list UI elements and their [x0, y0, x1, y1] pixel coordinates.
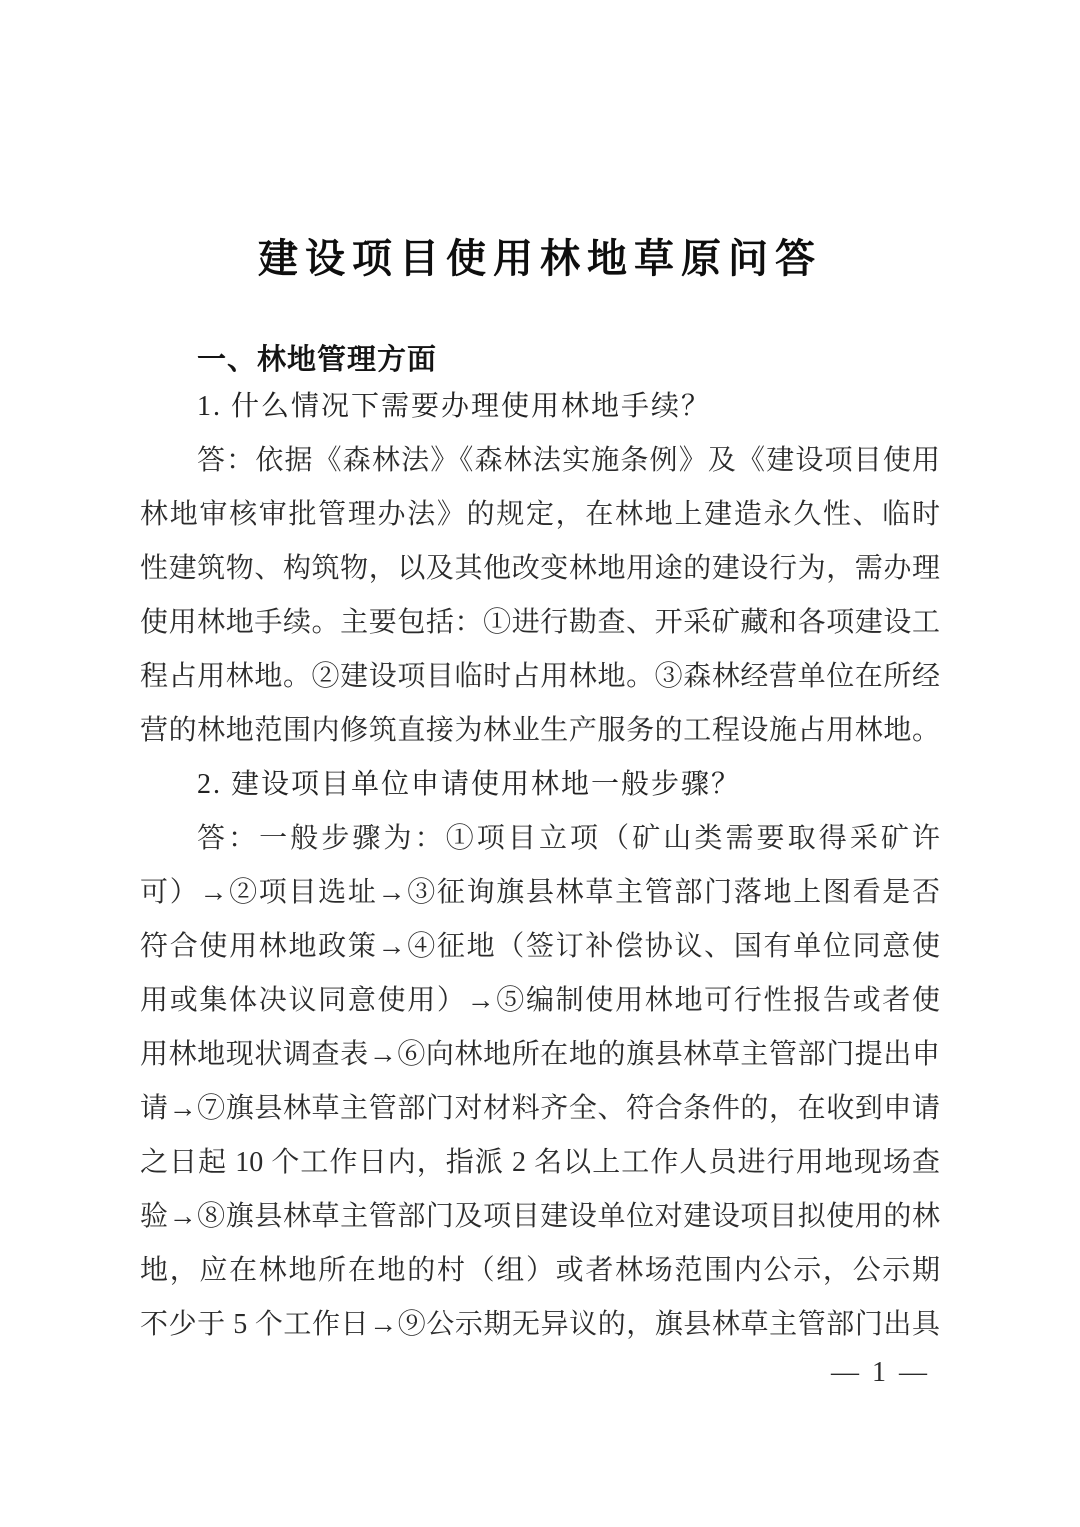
answer-2-line: 请→⑦旗县林草主管部门对材料齐全、符合条件的，在收到申请: [140, 1093, 940, 1124]
answer-1-line: 答：依据《森林法》《森林法实施条例》及《建设项目使用: [197, 445, 940, 476]
answer-2-line: 不少于 5 个工作日→⑨公示期无异议的，旗县林草主管部门出具: [140, 1309, 940, 1340]
answer-1-line: 营的林地范围内修筑直接为林业生产服务的工程设施占用林地。: [140, 715, 940, 746]
question-2: 2. 建设项目单位申请使用林地一般步骤？: [197, 769, 742, 800]
document-title: 建设项目使用林地草原问答: [258, 236, 822, 281]
question-1: 1. 什么情况下需要办理使用林地手续？: [197, 391, 712, 422]
answer-2-line: 符合使用林地政策→④征地（签订补偿协议、国有单位同意使: [140, 931, 940, 962]
answer-1-line: 使用林地手续。主要包括：①进行勘查、开采矿藏和各项建设工: [140, 607, 940, 638]
section-heading: 一、林地管理方面: [197, 344, 438, 376]
answer-2-line: 之日起 10 个工作日内，指派 2 名以上工作人员进行用地现场查: [140, 1147, 940, 1178]
answer-1-line: 林地审核审批管理办法》的规定，在林地上建造永久性、临时: [140, 499, 940, 530]
answer-2-line: 用或集体决议同意使用）→⑤编制使用林地可行性报告或者使: [140, 985, 940, 1016]
answer-2-line: 用林地现状调查表→⑥向林地所在地的旗县林草主管部门提出申: [140, 1039, 940, 1070]
answer-2-line: 可）→②项目选址→③征询旗县林草主管部门落地上图看是否: [140, 877, 940, 908]
answer-1-line: 程占用林地。②建设项目临时占用林地。③森林经营单位在所经: [140, 661, 940, 692]
answer-2-line: 地，应在林地所在地的村（组）或者林场范围内公示，公示期: [140, 1255, 940, 1286]
document-body: [140, 380, 940, 1352]
answer-2-line: 答：一般步骤为：①项目立项（矿山类需要取得采矿许: [197, 823, 940, 854]
answer-2-line: 验→⑧旗县林草主管部门及项目建设单位对建设项目拟使用的林: [140, 1201, 940, 1232]
answer-1-line: 性建筑物、构筑物，以及其他改变林地用途的建设行为，需办理: [140, 553, 940, 584]
page-number: — 1 —: [831, 1357, 930, 1388]
